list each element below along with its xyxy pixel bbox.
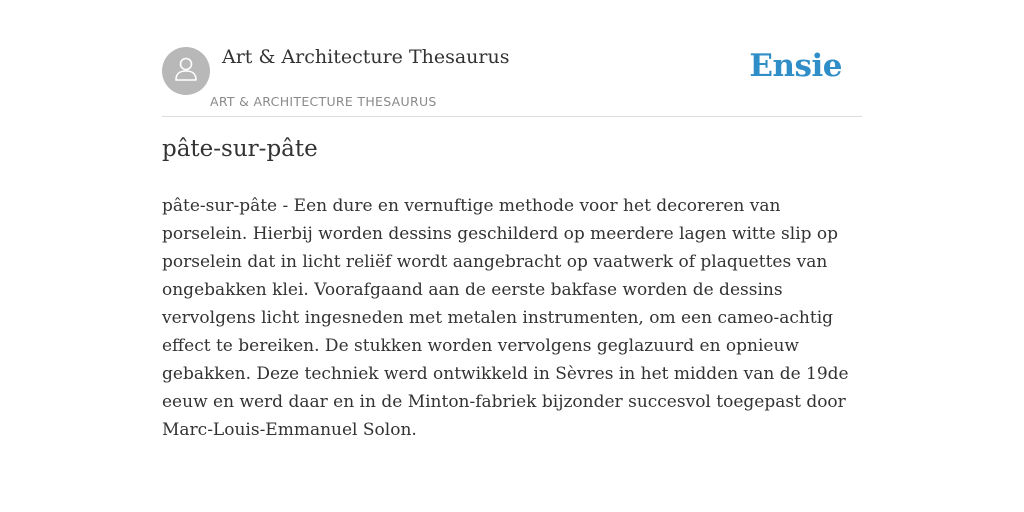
source-title[interactable]: Art & Architecture Thesaurus bbox=[222, 46, 510, 68]
avatar[interactable] bbox=[162, 47, 210, 95]
user-icon bbox=[171, 54, 201, 89]
source-subtitle[interactable]: ART & ARCHITECTURE THESAURUS bbox=[210, 94, 437, 109]
term-title: pâte-sur-pâte bbox=[162, 136, 318, 162]
definition-text: pâte-sur-pâte - Een dure en vernuftige methode voor het decoreren van porselein. Hierbij worden dessins geschilderd op meerdere lagen witte slip op porselein dat in licht reliëf wordt aangebracht op vaatwerk of plaquettes van ongebakken klei. Voorafgaand aan de eerste bakfase worden de dessins vervolgens licht ingesneden met metalen instrumenten, om een cameo-achtig effect te bereiken. De stukken worden vervolgens geglazuurd en opnieuw gebakken. Deze techniek werd ontwikkeld in Sèvres in het midden van de 19de eeuw en werd daar en in de Minton-fabriek bijzonder succesvol toegepast door Marc-Louis-Emmanuel Solon. bbox=[162, 196, 849, 440]
page-header bbox=[162, 44, 862, 117]
ensie-logo[interactable]: Ensie bbox=[749, 48, 842, 84]
